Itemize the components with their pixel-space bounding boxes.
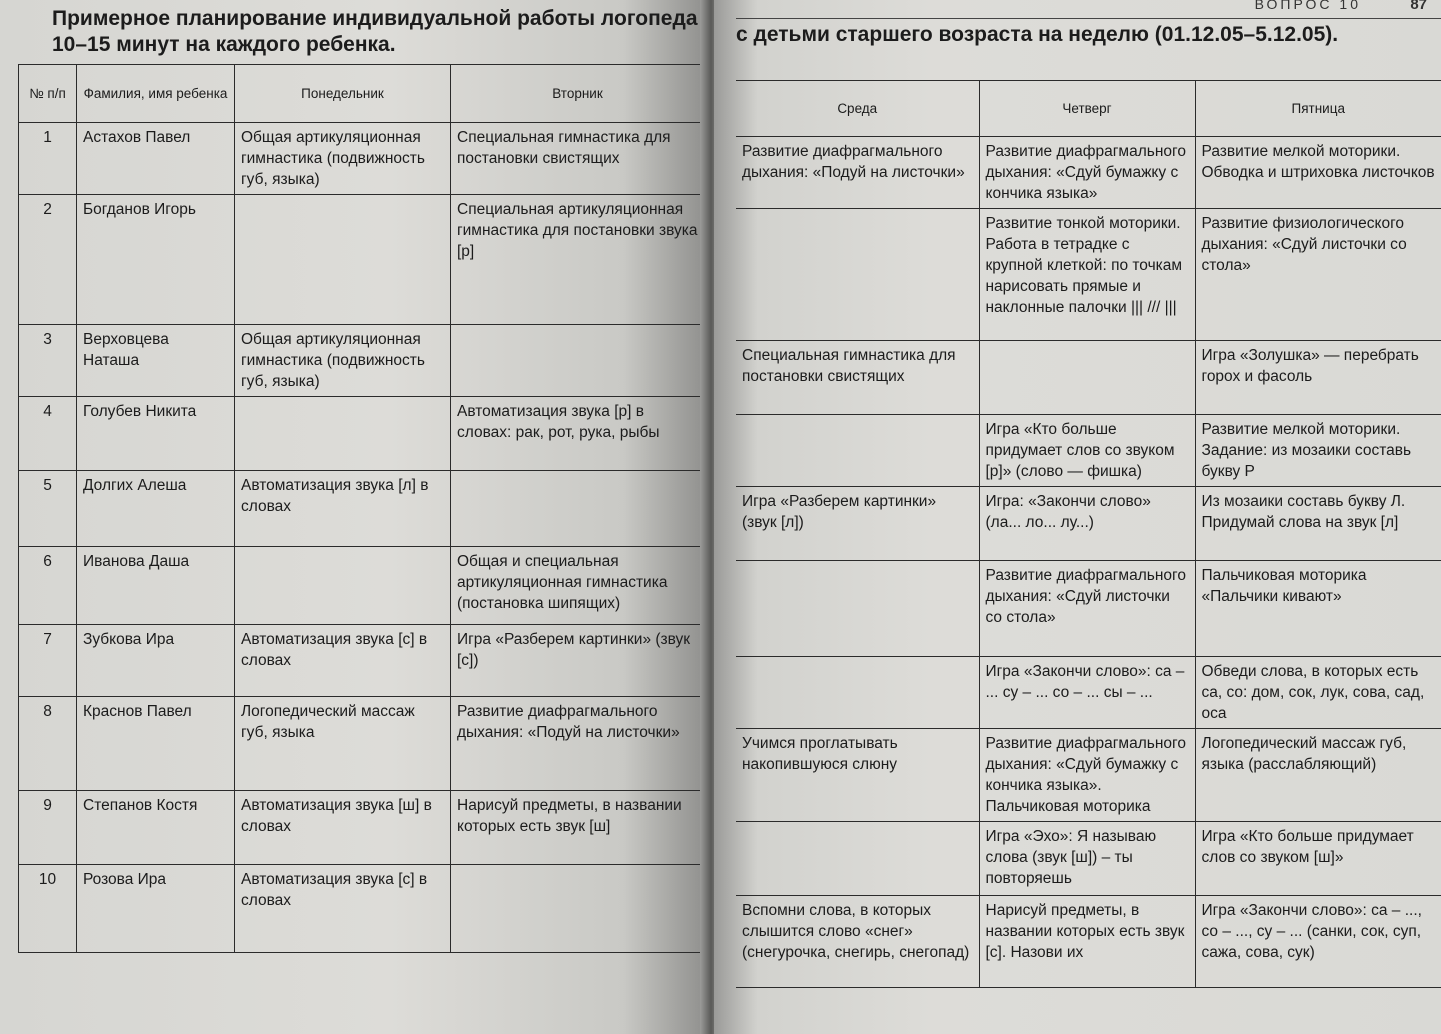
thursday-task: Развитие диафрагмального дыхания: «Сдуй бумажку с кончика языка». Пальчиковая моторика <box>979 729 1195 822</box>
table-row <box>736 341 1441 415</box>
table-row <box>19 397 705 471</box>
friday-task: Игра «Золушка» — перебрать горох и фасоль <box>1195 341 1441 415</box>
left-page <box>0 0 708 1034</box>
tuesday-task <box>451 865 705 953</box>
monday-task: Автоматизация звука [л] в словах <box>235 471 451 547</box>
tuesday-task: Развитие диафрагмального дыхания: «Подуй на листочки» <box>451 697 705 791</box>
thursday-task: Развитие тонкой моторики. Работа в тетрадке с крупной клеткой: по точкам нарисовать прямые и наклонные палочки ||| /// ||| <box>979 209 1195 341</box>
wednesday-task <box>736 822 979 896</box>
monday-task <box>235 397 451 471</box>
wednesday-task <box>736 209 979 341</box>
right-page-title: с детьми старшего возраста на неделю (01.12.05–5.12.05). <box>736 23 1339 46</box>
wednesday-task: Вспомни слова, в которых слышится слово «снег» (снегурочка, снегирь, снегопад) <box>736 896 979 988</box>
table-row <box>19 471 705 547</box>
row-number: 5 <box>19 471 77 547</box>
tuesday-task: Игра «Разберем картинки» (звук [с]) <box>451 625 705 697</box>
thursday-task: Развитие диафрагмального дыхания: «Сдуй бумажку с кончика языка» <box>979 137 1195 209</box>
table-row <box>19 123 705 195</box>
schedule-table-left <box>18 64 705 953</box>
friday-task: Развитие мелкой моторики. Обводка и штриховка листочков <box>1195 137 1441 209</box>
row-number: 6 <box>19 547 77 625</box>
header-num: № п/п <box>19 65 77 123</box>
table-row <box>736 657 1441 729</box>
header-name: Фамилия, имя ребенка <box>77 65 235 123</box>
friday-task: Из мозаики составь букву Л. Придумай слова на звук [л] <box>1195 487 1441 561</box>
monday-task: Логопедический массаж губ, языка <box>235 697 451 791</box>
schedule-table-right <box>736 80 1441 988</box>
friday-task: Игра «Кто больше придумает слов со звуком [ш]» <box>1195 822 1441 896</box>
row-number: 9 <box>19 791 77 865</box>
thursday-task: Нарисуй предметы, в названии которых есть звук [с]. Назови их <box>979 896 1195 988</box>
header-tuesday: Вторник <box>451 65 705 123</box>
tuesday-task: Специальная гимнастика для постановки свистящих <box>451 123 705 195</box>
row-number: 7 <box>19 625 77 697</box>
table-row <box>736 896 1441 988</box>
friday-task: Развитие мелкой моторики. Задание: из мозаики составь букву Р <box>1195 415 1441 487</box>
table-row <box>736 137 1441 209</box>
monday-task <box>235 195 451 325</box>
row-number: 4 <box>19 397 77 471</box>
table-row <box>19 547 705 625</box>
monday-task: Автоматизация звука [с] в словах <box>235 625 451 697</box>
tuesday-task: Общая и специальная артикуляционная гимнастика (постановка шипящих) <box>451 547 705 625</box>
tuesday-task: Автоматизация звука [р] в словах: рак, рот, рука, рыбы <box>451 397 705 471</box>
child-name: Иванова Даша <box>77 547 235 625</box>
friday-task: Логопедический массаж губ, языка (расслабляющий) <box>1195 729 1441 822</box>
child-name: Долгих Алеша <box>77 471 235 547</box>
header-monday: Понедельник <box>235 65 451 123</box>
thursday-task <box>979 341 1195 415</box>
child-name: Краснов Павел <box>77 697 235 791</box>
tuesday-task: Специальная артикуляционная гимнастика для постановки звука [р] <box>451 195 705 325</box>
table-row <box>19 791 705 865</box>
page-number: 87 <box>1410 0 1427 13</box>
tuesday-task <box>451 471 705 547</box>
table-row <box>736 209 1441 341</box>
tuesday-task: Нарисуй предметы, в названии которых есть звук [ш] <box>451 791 705 865</box>
child-name: Астахов Павел <box>77 123 235 195</box>
table-row <box>19 697 705 791</box>
child-name: Розова Ира <box>77 865 235 953</box>
thursday-task: Игра: «Закончи слово» (ла... ло... лу...) <box>979 487 1195 561</box>
wednesday-task: Специальная гимнастика для постановки свистящих <box>736 341 979 415</box>
header-wednesday: Среда <box>736 81 979 137</box>
header-rule <box>736 18 1441 19</box>
child-name: Богданов Игорь <box>77 195 235 325</box>
table-row <box>736 487 1441 561</box>
monday-task: Автоматизация звука [с] в словах <box>235 865 451 953</box>
table-row <box>19 195 705 325</box>
wednesday-task: Игра «Разберем картинки» (звук [л]) <box>736 487 979 561</box>
header-thursday: Четверг <box>979 81 1195 137</box>
friday-task: Пальчиковая моторика «Пальчики кивают» <box>1195 561 1441 657</box>
wednesday-task <box>736 561 979 657</box>
table-row <box>736 415 1441 487</box>
table-row <box>19 865 705 953</box>
wednesday-task: Учимся проглатывать накопившуюся слюну <box>736 729 979 822</box>
monday-task: Общая артикуляционная гимнастика (подвижность губ, языка) <box>235 325 451 397</box>
table-row <box>736 822 1441 896</box>
left-page-title: Примерное планирование индивидуальной работы логопеда 10–15 минут на каждого ребенка. <box>52 7 698 56</box>
row-number: 1 <box>19 123 77 195</box>
header-friday: Пятница <box>1195 81 1441 137</box>
tuesday-task <box>451 325 705 397</box>
thursday-task: Игра «Кто больше придумает слов со звуком [р]» (слово — фишка) <box>979 415 1195 487</box>
child-name: Зубкова Ира <box>77 625 235 697</box>
thursday-task: Игра «Эхо»: Я называю слова (звук [ш]) – ты повторяешь <box>979 822 1195 896</box>
monday-task: Общая артикуляционная гимнастика (подвижность губ, языка) <box>235 123 451 195</box>
child-name: Степанов Костя <box>77 791 235 865</box>
table-row <box>736 729 1441 822</box>
row-number: 10 <box>19 865 77 953</box>
row-number: 3 <box>19 325 77 397</box>
thursday-task: Развитие диафрагмального дыхания: «Сдуй листочки со стола» <box>979 561 1195 657</box>
monday-task: Автоматизация звука [ш] в словах <box>235 791 451 865</box>
table-row <box>19 625 705 697</box>
row-number: 8 <box>19 697 77 791</box>
child-name: Верховцева Наташа <box>77 325 235 397</box>
wednesday-task <box>736 657 979 729</box>
monday-task <box>235 547 451 625</box>
table-row <box>19 325 705 397</box>
wednesday-task: Развитие диафрагмального дыхания: «Подуй на листочки» <box>736 137 979 209</box>
table-row <box>736 561 1441 657</box>
thursday-task: Игра «Закончи слово»: са – ... су – ... со – ... сы – ... <box>979 657 1195 729</box>
friday-task: Развитие физиологического дыхания: «Сдуй листочки со стола» <box>1195 209 1441 341</box>
friday-task: Обведи слова, в которых есть са, со: дом, сок, лук, сова, сад, оса <box>1195 657 1441 729</box>
wednesday-task <box>736 415 979 487</box>
friday-task: Игра «Закончи слово»: са – ..., со – ..., су – ... (санки, сок, суп, сажа, сова, сук) <box>1195 896 1441 988</box>
right-page <box>714 0 1441 1034</box>
running-head: ВОПРОС 10 <box>1254 0 1361 12</box>
child-name: Голубев Никита <box>77 397 235 471</box>
row-number: 2 <box>19 195 77 325</box>
